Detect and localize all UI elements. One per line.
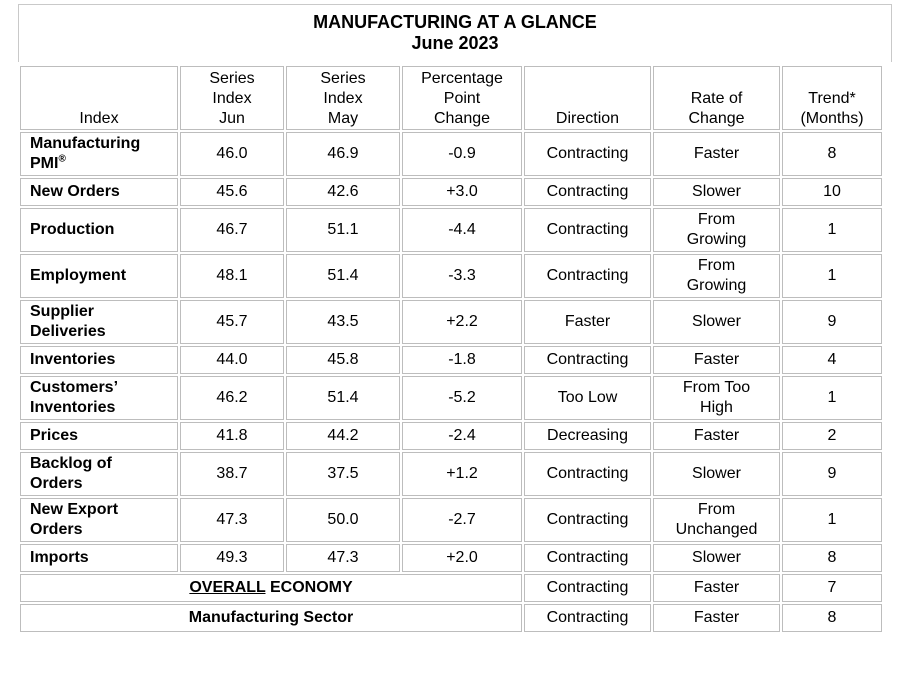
percentage-point-change: +1.2 [402, 452, 522, 496]
percentage-point-change: +3.0 [402, 178, 522, 206]
row-label [20, 178, 178, 206]
header-direction [524, 66, 651, 130]
direction: Too Low [524, 376, 651, 420]
table-row [20, 452, 882, 496]
rate-line: Faster [693, 351, 740, 368]
table-row [20, 376, 882, 420]
row-label [20, 346, 178, 374]
percentage-point-change: -0.9 [402, 132, 522, 176]
table-row [20, 422, 882, 450]
series-index-may: 44.2 [286, 422, 400, 450]
row-label [20, 498, 178, 542]
header-series-index-jun [180, 66, 284, 130]
direction: Contracting [524, 132, 651, 176]
header-line: Percentage [421, 70, 503, 87]
series-index-may: 51.4 [286, 376, 400, 420]
header-line: Index [79, 110, 119, 127]
table-row [20, 544, 882, 572]
trend-months: 1 [782, 254, 882, 298]
summary-row [20, 574, 882, 602]
row-label-line: Orders [30, 475, 83, 492]
series-index-may: 37.5 [286, 452, 400, 496]
report-title [18, 4, 892, 62]
percentage-point-change: +2.2 [402, 300, 522, 344]
rate-of-change: Faster [653, 574, 780, 602]
percentage-point-change: -1.8 [402, 346, 522, 374]
rate-of-change [653, 498, 780, 542]
series-index-jun: 45.7 [180, 300, 284, 344]
trend-months: 1 [782, 498, 882, 542]
table-row [20, 254, 882, 298]
header-line: Direction [555, 110, 620, 127]
header-index [20, 66, 178, 130]
table-row [20, 498, 882, 542]
series-index-jun: 46.0 [180, 132, 284, 176]
row-label-line: Prices [30, 427, 79, 444]
trend-months: 8 [782, 544, 882, 572]
header-line: Jun [219, 110, 245, 127]
trend-months: 1 [782, 208, 882, 252]
rate-of-change [653, 376, 780, 420]
header-line: Series [209, 70, 255, 87]
rate-line: Growing [686, 277, 747, 294]
header-line: Change [433, 110, 491, 127]
rate-of-change [653, 452, 780, 496]
rate-of-change [653, 208, 780, 252]
trend-months: 8 [782, 604, 882, 632]
series-index-jun: 46.7 [180, 208, 284, 252]
header-line: Change [688, 110, 745, 127]
header-rate-of-change [653, 66, 780, 130]
summary-label-text: Manufacturing Sector [188, 609, 354, 626]
table-row [20, 300, 882, 344]
percentage-point-change: -2.4 [402, 422, 522, 450]
series-index-may: 42.6 [286, 178, 400, 206]
table-row [20, 178, 882, 206]
row-label-line: Inventories [30, 351, 116, 368]
summary-label-underlined: OVERALL [189, 579, 266, 596]
row-label-line: Deliveries [30, 323, 106, 340]
rate-of-change [653, 132, 780, 176]
header-line: Index [323, 90, 363, 107]
row-label-line: Employment [30, 267, 127, 284]
trend-months: 9 [782, 300, 882, 344]
direction: Contracting [524, 574, 651, 602]
row-label-line: Imports [30, 549, 89, 566]
header-percentage-point-change [402, 66, 522, 130]
rate-line: Slower [692, 465, 741, 482]
rate-line: Slower [692, 183, 741, 200]
table-row [20, 208, 882, 252]
rate-of-change [653, 346, 780, 374]
trend-months: 2 [782, 422, 882, 450]
header-line: Rate of [690, 90, 743, 107]
series-index-may: 51.4 [286, 254, 400, 298]
rate-of-change [653, 254, 780, 298]
direction: Contracting [524, 498, 651, 542]
series-index-jun: 46.2 [180, 376, 284, 420]
rate-of-change [653, 300, 780, 344]
series-index-may: 45.8 [286, 346, 400, 374]
row-label [20, 300, 178, 344]
table-row [20, 346, 882, 374]
header-line: (Months) [800, 110, 864, 127]
row-label [20, 376, 178, 420]
direction: Contracting [524, 452, 651, 496]
summary-label-text: ECONOMY [265, 579, 353, 596]
rate-line: Slower [692, 313, 741, 330]
summary-label [20, 604, 522, 632]
rate-line: Unchanged [675, 521, 758, 538]
direction: Contracting [524, 544, 651, 572]
rate-line: From Too [682, 379, 751, 396]
series-index-jun: 41.8 [180, 422, 284, 450]
series-index-jun: 49.3 [180, 544, 284, 572]
summary-row [20, 604, 882, 632]
rate-of-change [653, 178, 780, 206]
direction: Faster [524, 300, 651, 344]
series-index-jun: 44.0 [180, 346, 284, 374]
table-row [20, 132, 882, 176]
series-index-may: 46.9 [286, 132, 400, 176]
rate-line: Slower [692, 549, 741, 566]
direction: Decreasing [524, 422, 651, 450]
row-label-line: Customers’ [30, 379, 119, 396]
row-label [20, 254, 178, 298]
direction: Contracting [524, 208, 651, 252]
series-index-jun: 47.3 [180, 498, 284, 542]
row-label [20, 132, 178, 176]
rate-of-change: Faster [653, 604, 780, 632]
registered-mark: ® [58, 153, 66, 165]
trend-months: 4 [782, 346, 882, 374]
row-label [20, 208, 178, 252]
row-label-line: Orders [30, 521, 83, 538]
percentage-point-change: -2.7 [402, 498, 522, 542]
header-series-index-may [286, 66, 400, 130]
header-line: Series [320, 70, 366, 87]
series-index-may: 50.0 [286, 498, 400, 542]
title-line-1: MANUFACTURING AT A GLANCE [313, 12, 597, 32]
row-label [20, 544, 178, 572]
row-label-line: New Orders [30, 183, 120, 200]
direction: Contracting [524, 346, 651, 374]
glance-table [18, 64, 884, 634]
series-index-may: 43.5 [286, 300, 400, 344]
row-label-line: New Export [30, 501, 119, 518]
series-index-may: 51.1 [286, 208, 400, 252]
row-label-line: PMI [30, 155, 59, 172]
trend-months: 7 [782, 574, 882, 602]
row-label [20, 452, 178, 496]
series-index-jun: 45.6 [180, 178, 284, 206]
row-label [20, 422, 178, 450]
rate-line: Faster [693, 427, 740, 444]
series-index-jun: 38.7 [180, 452, 284, 496]
percentage-point-change: +2.0 [402, 544, 522, 572]
header-line: Point [443, 90, 481, 107]
row-label-line: Supplier [30, 303, 95, 320]
row-label-line: Production [30, 221, 115, 238]
title-line-2: June 2023 [411, 33, 499, 53]
trend-months: 8 [782, 132, 882, 176]
rate-line: High [700, 399, 733, 416]
series-index-jun: 48.1 [180, 254, 284, 298]
header-line: Trend* [808, 90, 856, 107]
rate-of-change [653, 544, 780, 572]
percentage-point-change: -4.4 [402, 208, 522, 252]
trend-months: 10 [782, 178, 882, 206]
row-label-line: Manufacturing [30, 135, 141, 152]
header-row [20, 66, 882, 130]
trend-months: 9 [782, 452, 882, 496]
rate-line: From [697, 211, 736, 228]
rate-line: From [697, 257, 736, 274]
trend-months: 1 [782, 376, 882, 420]
series-index-may: 47.3 [286, 544, 400, 572]
percentage-point-change: -3.3 [402, 254, 522, 298]
header-line: Index [212, 90, 252, 107]
rate-line: Growing [686, 231, 747, 248]
direction: Contracting [524, 178, 651, 206]
rate-line: From [697, 501, 736, 518]
header-trend-months [782, 66, 882, 130]
direction: Contracting [524, 604, 651, 632]
row-label-line: Inventories [30, 399, 116, 416]
percentage-point-change: -5.2 [402, 376, 522, 420]
rate-of-change [653, 422, 780, 450]
summary-label [20, 574, 522, 602]
header-line: May [327, 110, 359, 127]
row-label-line: Backlog of [30, 455, 112, 472]
direction: Contracting [524, 254, 651, 298]
rate-line: Faster [693, 145, 740, 162]
